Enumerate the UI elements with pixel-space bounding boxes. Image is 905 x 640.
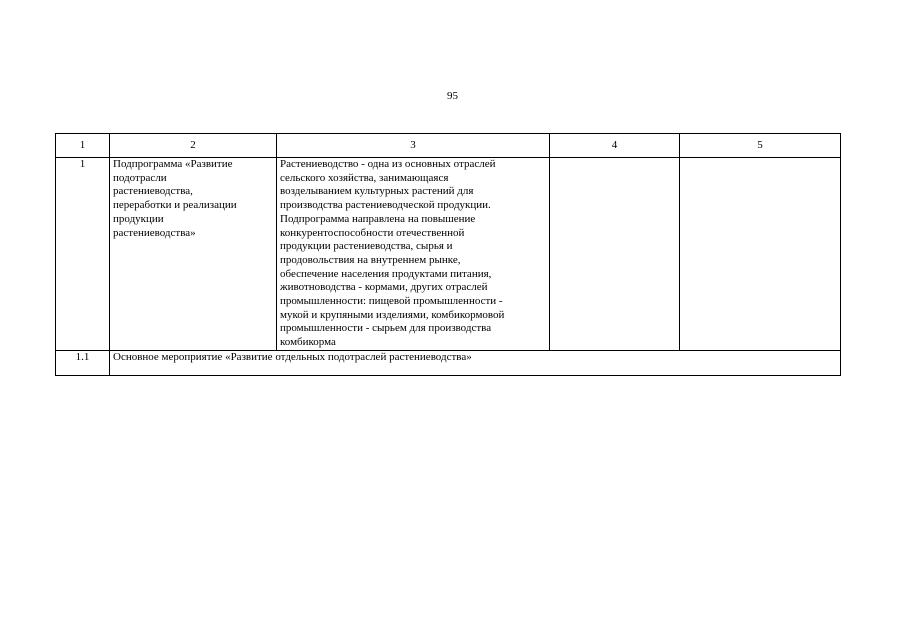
column-5-cell bbox=[680, 158, 841, 351]
row-number-cell: 1 bbox=[56, 158, 110, 351]
subprogram-name-line: продукции bbox=[113, 212, 164, 225]
description-line: производства растениеводческой продукции. bbox=[280, 199, 491, 212]
subprogram-name-line: подотрасли bbox=[113, 171, 167, 184]
header-cell-3: 3 bbox=[277, 134, 550, 158]
main-activity-cell: Основное мероприятие «Развитие отдельных подотраслей растениеводства» bbox=[110, 350, 841, 375]
header-cell-4: 4 bbox=[550, 134, 680, 158]
description-line: Растениеводство - одна из основных отраслей bbox=[280, 158, 496, 170]
program-table bbox=[55, 133, 841, 376]
column-4-cell bbox=[550, 158, 680, 351]
subprogram-description-cell bbox=[277, 158, 550, 351]
subprogram-name-line: растениеводства, bbox=[113, 185, 193, 198]
subprogram-name-line: растениеводства» bbox=[113, 226, 196, 239]
description-line: Подпрограмма направлена на повышение bbox=[280, 212, 476, 225]
description-line: мукой и крупяными изделиями, комбикормовой bbox=[280, 308, 505, 321]
description-line: возделыванием культурных растений для bbox=[280, 185, 474, 198]
header-cell-5: 5 bbox=[680, 134, 841, 158]
description-line: продовольствия на внутреннем рынке, bbox=[280, 253, 461, 266]
description-line: промышленности: пищевой промышленности - bbox=[280, 295, 503, 308]
description-line: комбикорма bbox=[280, 336, 336, 349]
subprogram-name-line: Подпрограмма «Развитие bbox=[113, 158, 233, 170]
description-line: обеспечение населения продуктами питания, bbox=[280, 267, 492, 280]
description-line: продукции растениеводства, сырья и bbox=[280, 240, 453, 253]
subprogram-name-cell bbox=[110, 158, 277, 351]
table-row bbox=[56, 158, 841, 351]
header-cell-1: 1 bbox=[56, 134, 110, 158]
description-line: сельского хозяйства, занимающаяся bbox=[280, 171, 449, 184]
description-line: конкурентоспособности отечественной bbox=[280, 226, 465, 239]
subprogram-name-line: переработки и реализации bbox=[113, 199, 237, 212]
description-line: промышленности - сырьем для производства bbox=[280, 322, 492, 335]
table-header-row bbox=[56, 134, 841, 158]
table-row bbox=[56, 350, 841, 375]
page-number: 95 bbox=[447, 90, 458, 102]
row-number-cell: 1.1 bbox=[56, 350, 110, 375]
header-cell-2: 2 bbox=[110, 134, 277, 158]
description-line: животноводства - кормами, других отраслей bbox=[280, 281, 488, 294]
